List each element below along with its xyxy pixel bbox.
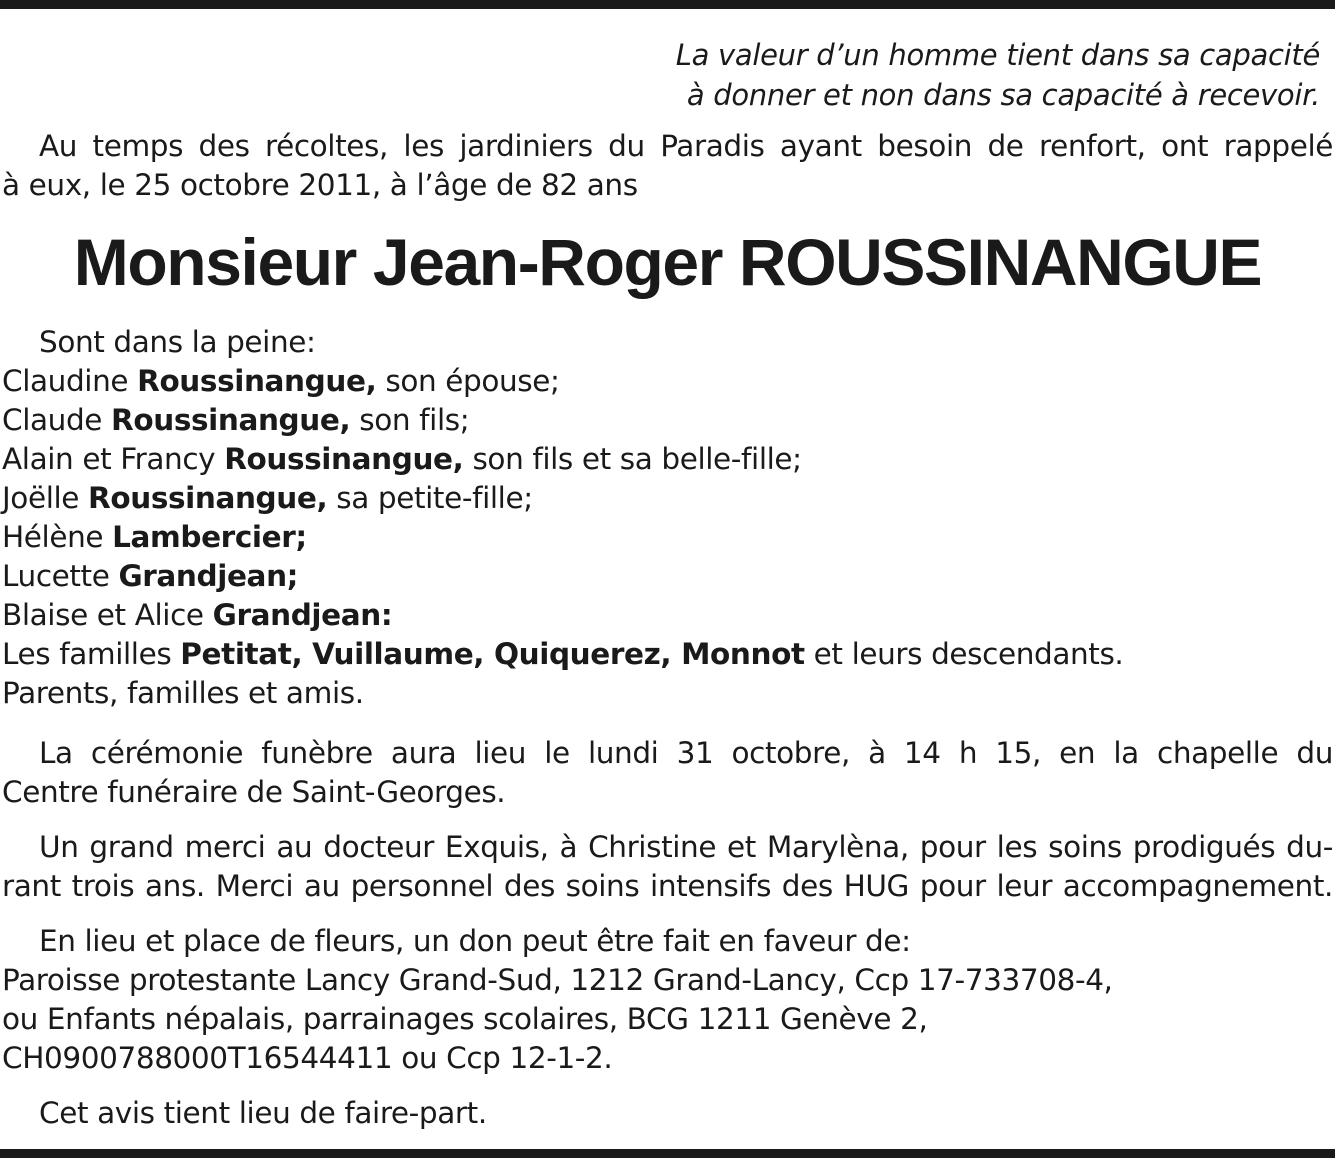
top-rule <box>0 0 1335 9</box>
mourner-relation: sa petite-fille; <box>327 481 533 515</box>
ceremony-line: Centre funéraire de Saint-Georges. <box>2 775 506 809</box>
mourner-first-names: Alain et Francy <box>2 442 225 476</box>
ceremony-paragraph <box>2 734 1333 812</box>
mourner-entry <box>2 518 1333 557</box>
mourner-entry <box>2 440 1333 479</box>
ceremony-line: La cérémonie funèbre aura lieu le lundi 31 octobre, à 14 h 15, en la chapelle du <box>39 736 1333 770</box>
mourner-first-names: Claudine <box>2 364 138 398</box>
mourner-entry <box>2 557 1333 596</box>
donation-line: CH0900788000T16544411 ou Ccp 12-1-2. <box>2 1041 613 1075</box>
mourner-family-name: Roussinangue, <box>111 403 351 437</box>
notice-line: Cet avis tient lieu de faire-part. <box>39 1096 487 1130</box>
donation-line: En lieu et place de fleurs, un don peut être fait en faveur de: <box>39 924 911 958</box>
mourner-family-name: Petitat, Vuillaume, Quiquerez, Monnot <box>180 637 805 671</box>
thanks-paragraph <box>2 828 1333 906</box>
mourner-entries <box>2 362 1333 674</box>
mourner-first-names: Hélène <box>2 520 113 554</box>
mourner-family-name: Lambercier; <box>112 520 307 554</box>
notice-paragraph <box>2 1094 1333 1133</box>
donation-line: Paroisse protestante Lancy Grand-Sud, 1212 Grand-Lancy, Ccp 17-733708-4, <box>2 963 1113 997</box>
thanks-line: rant trois ans. Merci au personnel des soins intensifs des HUG pour leur accompagnement. <box>2 869 1333 903</box>
bottom-rule <box>0 1149 1335 1158</box>
mourners-heading: Sont dans la peine: <box>39 325 316 359</box>
mourner-first-names: Claude <box>2 403 112 437</box>
mourner-first-names: Lucette <box>2 559 119 593</box>
mourner-relation: son fils et sa belle-fille; <box>463 442 802 476</box>
mourner-entry <box>2 596 1333 635</box>
intro-line: à eux, le 25 octobre 2011, à l’âge de 82 ans <box>2 168 638 202</box>
mourners-closing: Parents, familles et amis. <box>2 676 364 710</box>
mourner-family-name: Roussinangue, <box>224 442 464 476</box>
mourner-entry <box>2 362 1333 401</box>
deceased-name: Monsieur Jean-Roger ROUSSINANGUE <box>73 225 1262 299</box>
mourner-first-names: Joëlle <box>2 481 89 515</box>
mourner-relation: son fils; <box>350 403 470 437</box>
mourner-entry <box>2 401 1333 440</box>
intro-line: Au temps des récoltes, les jardiniers du Paradis ayant besoin de renfort, ont rappelé <box>39 129 1333 163</box>
mourner-relation: et leurs descendants. <box>804 637 1124 671</box>
thanks-line: Un grand merci au docteur Exquis, à Christine et Marylèna, pour les soins prodigués du- <box>39 830 1333 864</box>
mourner-family-name: Roussinangue, <box>137 364 377 398</box>
intro-paragraph <box>2 127 1333 205</box>
mourner-family-name: Roussinangue, <box>88 481 328 515</box>
epigraph-quote <box>640 35 1320 115</box>
mourner-relation: son épouse; <box>376 364 560 398</box>
mourner-first-names: Les familles <box>2 637 181 671</box>
mourner-first-names: Blaise et Alice <box>2 598 213 632</box>
donation-line: ou Enfants népalais, parrainages scolaires, BCG 1211 Genève 2, <box>2 1002 928 1036</box>
mourner-entry <box>2 479 1333 518</box>
quote-line: La valeur d’un homme tient dans sa capacité <box>675 38 1320 72</box>
mourner-entry <box>2 635 1333 674</box>
quote-line: à donner et non dans sa capacité à recevoir. <box>686 78 1320 112</box>
donation-paragraph <box>2 922 1333 1078</box>
mourner-family-name: Grandjean; <box>118 559 299 593</box>
mourners-list <box>2 323 1333 713</box>
mourner-family-name: Grandjean: <box>212 598 393 632</box>
